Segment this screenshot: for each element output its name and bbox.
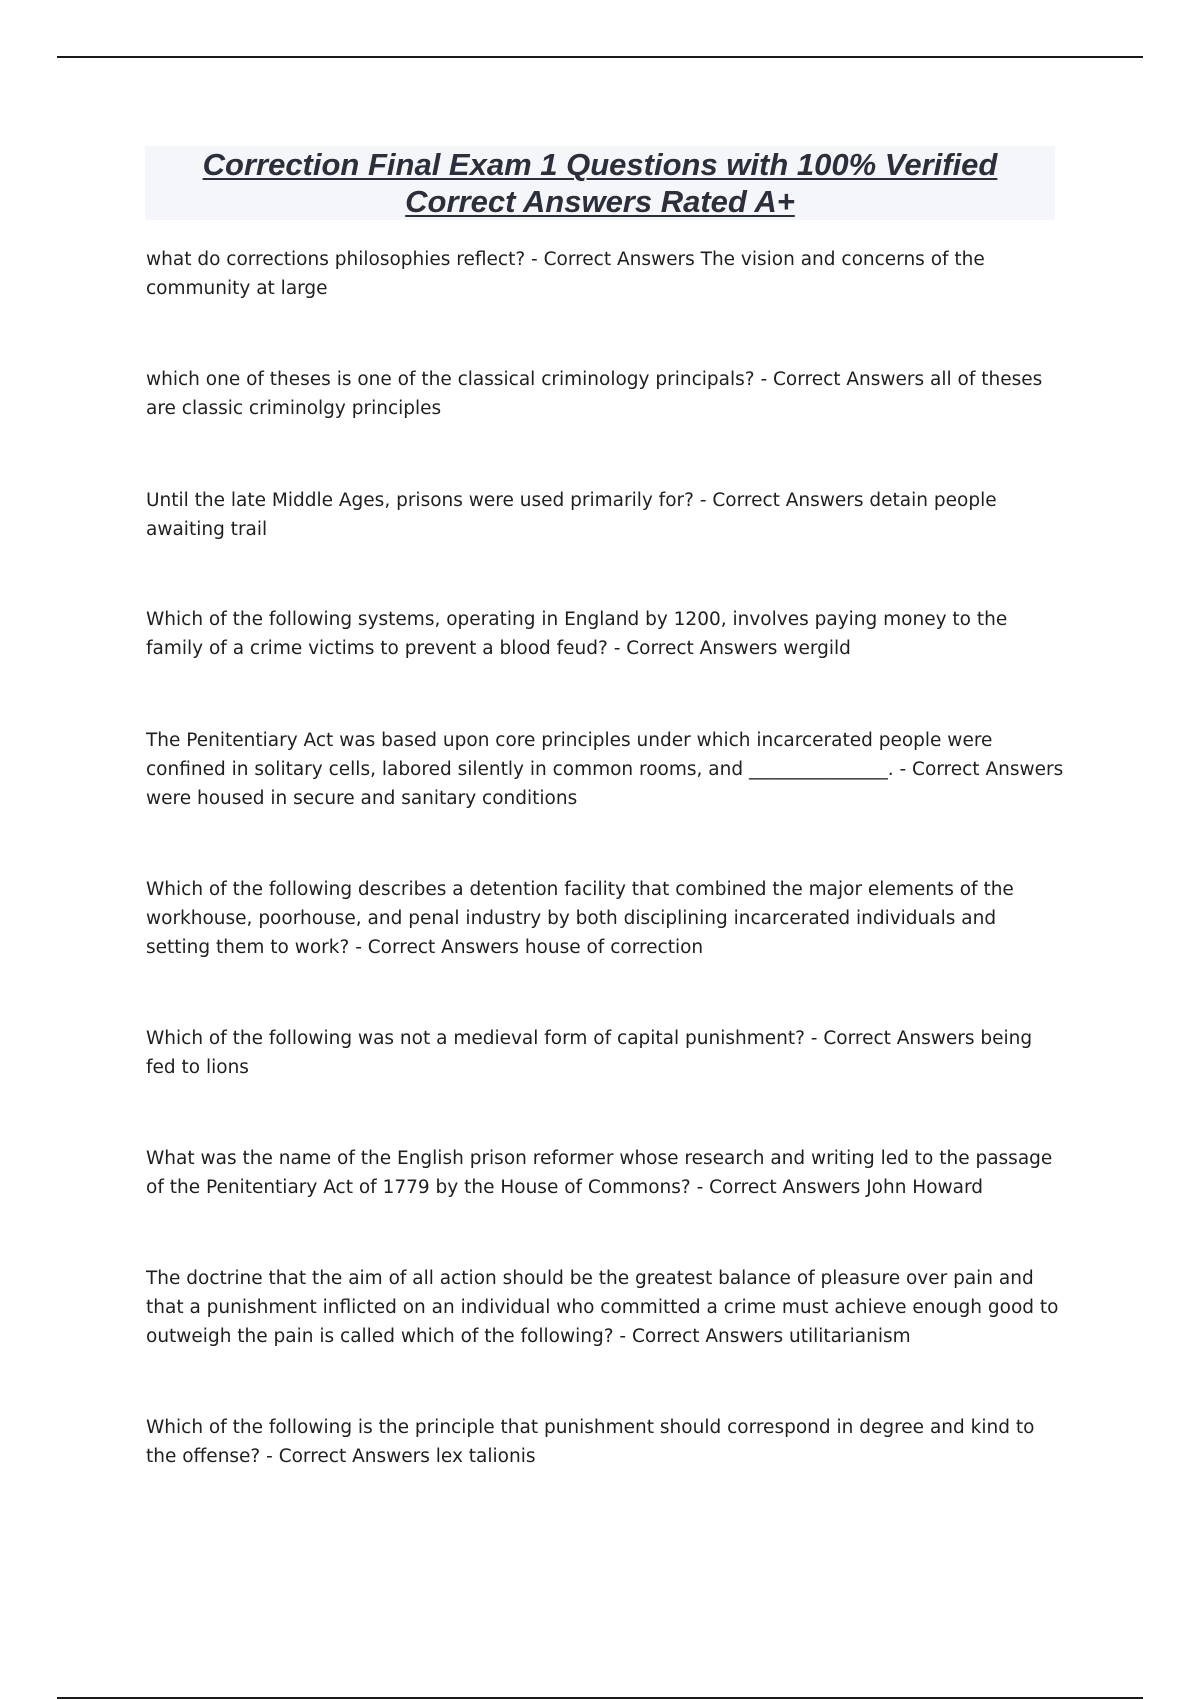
qa-item: The doctrine that the aim of all action should be the greatest balance of pleasure over pain and that a punishment inflicted on an individual who committed a crime must achieve enough good to outweigh the pain is called which of the following? - Correct Answers utilitarianism <box>146 1268 1059 1347</box>
qa-item: which one of theses is one of the classical criminology principals? - Correct Answers all of theses are classic criminolgy principles <box>146 369 1043 419</box>
qa-item: Which of the following was not a medieval form of capital punishment? - Correct Answers being fed to lions <box>146 1028 1033 1078</box>
title-line-1: Correction Final Exam 1 Questions with 100% Verified <box>202 147 998 182</box>
qa-item: Which of the following is the principle that punishment should correspond in degree and kind to the offense? - Correct Answers lex talionis <box>146 1417 1035 1467</box>
qa-item: What was the name of the English prison reformer whose research and writing led to the passage of the Penitentiary Act of 1779 by the House of Commons? - Correct Answers John Howard <box>146 1148 1053 1198</box>
top-rule <box>57 56 1143 58</box>
bottom-rule <box>57 1697 1143 1699</box>
document-title <box>145 146 1055 220</box>
qa-item: what do corrections philosophies reflect? - Correct Answers The vision and concerns of the community at large <box>146 249 985 299</box>
qa-item: Until the late Middle Ages, prisons were used primarily for? - Correct Answers detain people awaiting trail <box>146 490 997 540</box>
qa-item: The Penitentiary Act was based upon core principles under which incarcerated people were confined in solitary cells, labored silently in common rooms, and _______________. - Correct Answers were housed in secure and sanitary conditions <box>146 730 1064 809</box>
qa-item: Which of the following systems, operating in England by 1200, involves paying money to the family of a crime victims to prevent a blood feud? - Correct Answers wergild <box>146 609 1008 659</box>
qa-item: Which of the following describes a detention facility that combined the major elements of the workhouse, poorhouse, and penal industry by both disciplining incarcerated individuals and setting them to work? - Correct Answers house of correction <box>146 879 1014 958</box>
title-line-2: Correct Answers Rated A+ <box>405 184 795 219</box>
title-banner <box>145 146 1055 220</box>
